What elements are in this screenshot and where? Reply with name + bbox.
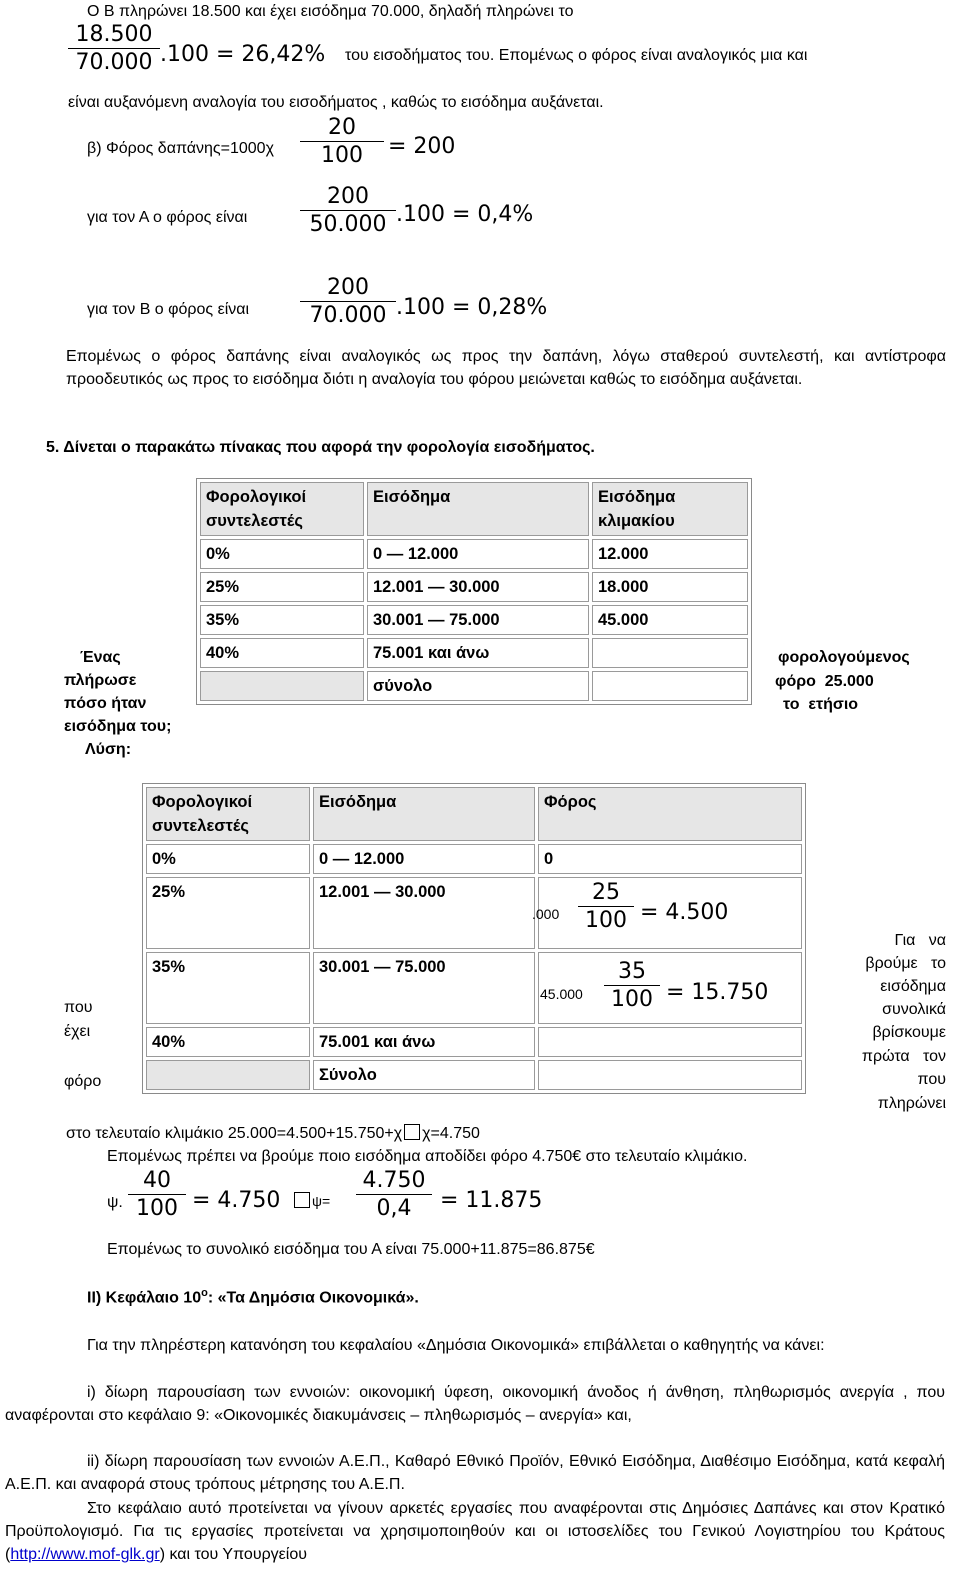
table-cell: 35% (146, 952, 310, 1024)
fraction-line (604, 985, 660, 986)
table-cell (200, 671, 364, 701)
mof-glk-link[interactable]: http://www.mof-glk.gr (10, 1546, 160, 1563)
fraction-line (578, 906, 634, 907)
table-row (200, 638, 748, 668)
table-row (200, 572, 748, 602)
table-cell: Σύνολο (313, 1060, 535, 1090)
table-row (146, 844, 802, 874)
q5-right-3: το ετήσιο (783, 696, 859, 713)
calc-35-prefix: 45.000 (540, 986, 583, 1002)
implies-box-icon (404, 1124, 420, 1140)
section2-heading-sup: ο (201, 1287, 208, 1299)
table-header-row (200, 482, 748, 536)
table-cell (538, 1027, 802, 1057)
table-row (146, 1060, 802, 1090)
table-cell: 75.001 και άνω (367, 638, 589, 668)
calc-35-result: = 15.750 (666, 980, 769, 1005)
table-cell: 0 (538, 844, 802, 874)
table-cell: 30.001 — 75.000 (367, 605, 589, 635)
calc-line-3: Επομένως το συνολικό εισόδημα του Α είναι 75.000+11.875=86.875€ (107, 1241, 595, 1258)
calc-line-1-end: χ=4.750 (422, 1125, 480, 1142)
section2-p4-end: ) και του Υπουργείου (159, 1546, 307, 1563)
psi-equation: = 4.750 (192, 1188, 281, 1213)
table-cell: 12.001 — 30.000 (367, 572, 589, 602)
side-right-4: συνολικά (882, 1001, 946, 1018)
fraction-line (356, 1194, 432, 1195)
table-cell: 0% (200, 539, 364, 569)
beta-b-label: για τον Β ο φόρος είναι (87, 301, 250, 318)
beta-a-numerator: 200 (327, 184, 369, 209)
table-cell: 25% (200, 572, 364, 602)
q5-left-1: Ένας (80, 649, 121, 666)
top-line-1: Ο Β πληρώνει 18.500 και έχει εισόδημα 70.000, δηλαδή πληρώνει το (87, 3, 574, 20)
beta-fraction-numerator: 20 (328, 115, 356, 140)
beta-b-denominator: 70.000 (309, 303, 387, 329)
table-header-cell: Φορολογικοί συντελεστές (200, 482, 364, 536)
beta-fraction (300, 115, 384, 169)
table-cell: 0% (146, 844, 310, 874)
section2-p4-text: Στο κεφάλαιο αυτό προτείνεται να γίνουν αρκετές εργασίες που αναφέρονται στις Δημόσιες Δαπάνες και στον Κρατικό Προϋπολογισμό. Για τις εργασίες προτείνεται να χρησιμοποιηθούν και οι ιστοσελίδες του Γενικού Λογιστηρίου του Κράτους ( (5, 1500, 945, 1563)
psi-prefix: ψ. (107, 1194, 123, 1211)
side-right-2: βρούμε το (865, 955, 946, 972)
top-fraction-numerator: 18.500 (75, 22, 153, 47)
psi-label-wrap (292, 1192, 330, 1211)
top-fraction (68, 22, 160, 76)
psi2-denominator: 0,4 (376, 1196, 412, 1222)
table-cell (592, 638, 748, 668)
table-cell: 45.000 (592, 605, 748, 635)
table-cell: 0 — 12.000 (367, 539, 589, 569)
table-row (200, 539, 748, 569)
table-header-cell: Εισόδημα κλιμακίου (592, 482, 748, 536)
beta-a-fraction (300, 184, 396, 238)
psi-fraction (128, 1168, 186, 1222)
side-right-8: πληρώνει (877, 1095, 946, 1112)
side-left-2: έχει (64, 1023, 91, 1040)
psi-label: ψ= (312, 1193, 331, 1209)
beta-a-result: .100 = 0,4% (396, 202, 534, 227)
side-left-1: που (64, 999, 93, 1016)
calc-line-2: Επομένως πρέπει να βρούμε ποιο εισόδημα αποδίδει φόρο 4.750€ στο τελευταίο κλιμάκιο. (107, 1148, 748, 1165)
table-header-cell: Φορολογικοί συντελεστές (146, 787, 310, 841)
table-header-cell: Εισόδημα (367, 482, 589, 536)
tax-calc-table (142, 783, 806, 1094)
q5-right-1: φορολογούμενος (778, 649, 910, 666)
section2-heading (87, 1287, 419, 1308)
section2-heading-pre: ΙΙ) Κεφάλαιο 10 (87, 1289, 202, 1307)
psi-numerator: 40 (143, 1168, 171, 1193)
q5-left-3: πόσο ήταν (64, 695, 147, 712)
table-row (146, 1027, 802, 1057)
calc-35-fraction (604, 959, 660, 1013)
q5-left-5: Λύση: (85, 741, 132, 758)
table-cell (146, 1060, 310, 1090)
psi-denominator: 100 (136, 1196, 178, 1222)
top-result: .100 = 26,42% (160, 42, 326, 67)
top-fraction-denominator: 70.000 (75, 50, 153, 76)
fraction-line (300, 210, 396, 211)
table-row (200, 671, 748, 701)
beta-result: = 200 (388, 134, 456, 159)
calc-line-1-text: στο τελευταίο κλιμάκιο 25.000=4.500+15.750+χ (66, 1125, 403, 1142)
table-cell: σύνολο (367, 671, 589, 701)
top-line-3: είναι αυξανόμενη αναλογία του εισοδήματος , καθώς το εισόδημα αυξάνεται. (68, 94, 604, 111)
q5-left-4: εισόδημα του; (64, 718, 172, 735)
table-cell: 18.000 (592, 572, 748, 602)
table-cell: 30.001 — 75.000 (313, 952, 535, 1024)
side-right-3: εισόδημα (880, 978, 946, 995)
table-cell: 12.001 — 30.000 (313, 877, 535, 949)
psi2-result: = 11.875 (440, 1188, 543, 1213)
side-right-7: που (917, 1071, 946, 1088)
table-cell: 0 — 12.000 (313, 844, 535, 874)
psi2-fraction (356, 1168, 432, 1222)
table-cell: 40% (146, 1027, 310, 1057)
beta-fraction-denominator: 100 (321, 143, 363, 169)
beta-b-fraction (300, 275, 396, 329)
beta-b-result: .100 = 0,28% (396, 295, 548, 320)
side-right-5: βρίσκουμε (872, 1024, 946, 1041)
side-left-3: φόρο (64, 1073, 102, 1090)
fraction-line (300, 141, 384, 142)
section2-paragraph-2: i) δίωρη παρουσίαση των εννοιών: οικονομική ύφεση, οικονομική άνοδος ή άνθηση, πληθωρισμός ανεργία , που αναφέρονται στο κεφάλαιο 9: «Οικονομικές διακυμάνσεις – πληθωρισμός – ανεργία» και, (5, 1384, 945, 1424)
side-right-6: πρώτα τον (861, 1048, 946, 1065)
section2-paragraph-4 (5, 1497, 945, 1566)
calc-35-numerator: 35 (618, 959, 646, 984)
calc-25-result: = 4.500 (640, 900, 729, 925)
fraction-line (300, 301, 396, 302)
fraction-line (68, 48, 160, 49)
table-header-cell: Εισόδημα (313, 787, 535, 841)
side-right-1: Για να (894, 932, 946, 949)
calc-35-denominator: 100 (611, 987, 653, 1013)
table-header-cell: Φόρος (538, 787, 802, 841)
tax-brackets-table (196, 478, 752, 705)
section2-paragraph-1: Για την πληρέστερη κατανόηση του κεφαλαίου «Δημόσια Οικονομικά» επιβάλλεται ο καθηγητής να κάνει: (87, 1337, 825, 1354)
beta-a-denominator: 50.000 (309, 212, 387, 238)
fraction-line (128, 1194, 186, 1195)
beta-a-label: για τον Α ο φόρος είναι (87, 209, 248, 226)
table-cell: 40% (200, 638, 364, 668)
section2-heading-post: : «Τα Δημόσια Οικονομικά». (207, 1289, 419, 1307)
table-cell: 75.001 και άνω (313, 1027, 535, 1057)
table-cell (538, 1060, 802, 1090)
q5-left-2: πλήρωσε (64, 672, 137, 689)
implies-box-icon (294, 1192, 310, 1208)
table-cell: 12.000 (592, 539, 748, 569)
psi2-numerator: 4.750 (362, 1168, 426, 1193)
calc-25-prefix: .000 (532, 906, 560, 922)
table-header-row (146, 787, 802, 841)
top-line-2: του εισοδήματος του. Επομένως ο φόρος είναι αναλογικός μια και (345, 47, 808, 64)
calc-line-1 (66, 1124, 480, 1143)
calc-25-numerator: 25 (592, 880, 620, 905)
section2-paragraph-3: ii) δίωρη παρουσίαση των εννοιών Α.Ε.Π., Καθαρό Εθνικό Προϊόν, Εθνικό Εισόδημα, Διαθέσιμο Εισόδημα, κατά κεφαλή Α.Ε.Π. και αναφορά στους τρόπους μέτρησης του Α.Ε.Π. (5, 1453, 945, 1493)
q5-right-2: φόρο 25.000 (775, 673, 874, 690)
beta-conclusion: Επομένως ο φόρος δαπάνης είναι αναλογικός ως προς την δαπάνη, λόγω σταθερού συντελεστή, και αντίστροφα προοδευτικός ως προς το εισόδημα διότι η αναλογία του φόρου μειώνεται καθώς το εισόδημα αυξάνεται. (66, 348, 946, 388)
table-cell (592, 671, 748, 701)
beta-b-numerator: 200 (327, 275, 369, 300)
table-row (200, 605, 748, 635)
table-cell: 25% (146, 877, 310, 949)
q5-heading: 5. Δίνεται ο παρακάτω πίνακας που αφορά την φορολογία εισοδήματος. (46, 439, 595, 456)
beta-label: β) Φόρος δαπάνης=1000χ (87, 140, 274, 157)
calc-25-denominator: 100 (585, 908, 627, 934)
calc-25-fraction (578, 880, 634, 934)
table-cell: 35% (200, 605, 364, 635)
